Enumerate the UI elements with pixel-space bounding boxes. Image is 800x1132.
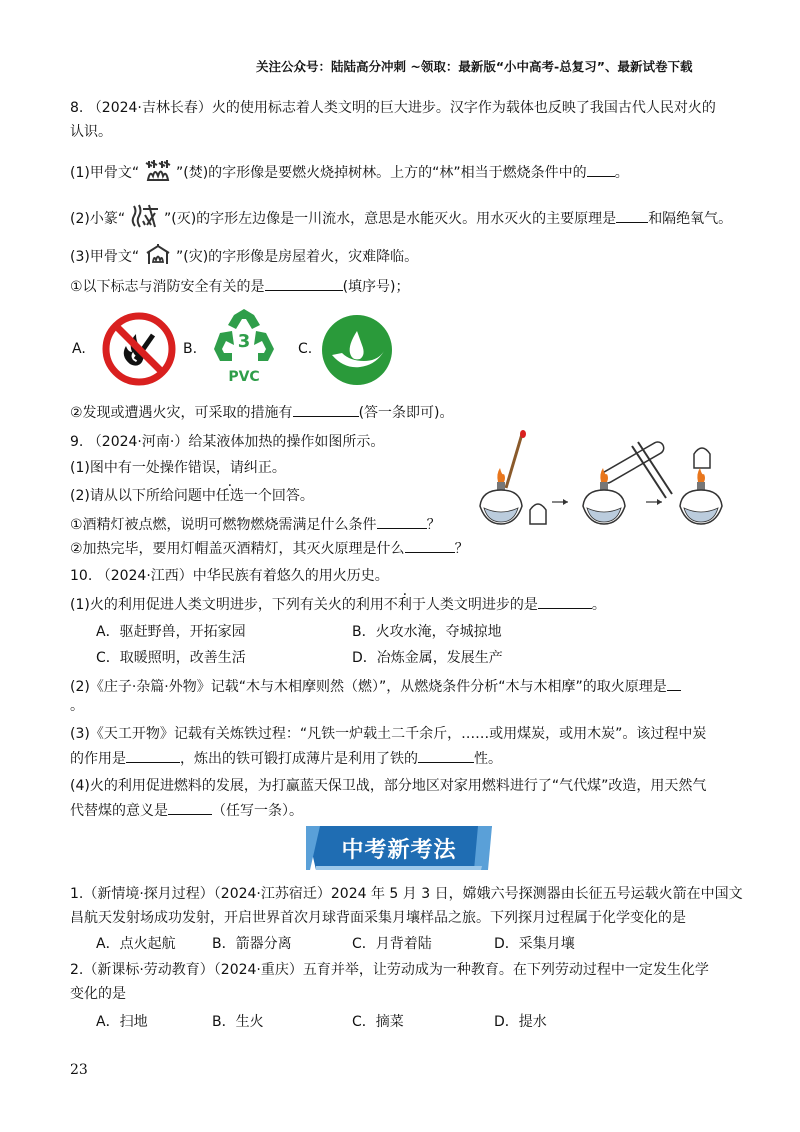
n2-option-b[interactable]: B．生火 [212,1014,264,1030]
q8-sub2-blank[interactable] [293,402,359,417]
q10-part4-blank[interactable] [168,800,212,815]
q8-part1 [70,158,629,188]
q9-sub2-blank[interactable] [405,538,455,553]
n2-option-a[interactable]: A．扫地 [96,1014,148,1030]
n1-stem-line2: 昌航天发射场成功发射，开启世界首次月球背面采集月壤样品之旅。下列探月过程属于化学变化的是 [70,910,686,926]
n2-stem-line2: 变化的是 [70,986,126,1002]
q10-part1-end: 。 [591,597,606,613]
q8-part2-blank[interactable] [616,208,648,223]
n2-option-c[interactable]: C．摘菜 [352,1014,404,1030]
q9-part1: (1)图中有一处操作错误，请纠正。 [70,460,286,476]
q10-option-d[interactable]: D．冶炼金属，发展生产 [352,650,503,666]
q10-part3-text-b: ，炼出的铁可锻打成薄片是利用了铁的 [180,751,418,767]
q9-sub2 [70,538,469,559]
q9-sub1 [70,514,441,535]
q8-sub2-text: ②发现或遭遇火灾，可采取的措施有 [70,405,293,421]
q8-part2-end: 和隔绝氧气。 [648,211,733,227]
q10-part3-blank2[interactable] [418,748,474,763]
q10-part1-prefix: (1)火的利用促进人类文明进步，下列有关火的利用 [70,597,384,613]
oracle-fen-glyph-icon [145,158,171,188]
q8-part2-prefix: (2)小篆“ [70,211,126,227]
q10-part1-emphasis: 不利于 [383,597,426,613]
pvc-recycle-3-sign-icon [204,305,284,391]
seal-mie-glyph-icon [131,203,159,235]
page-header: 关注公众号：陆陆高分冲刺 ~领取：最新版“小中高考-总复习”、最新试卷下载 [256,59,693,74]
n1-option-c[interactable]: C．月背着陆 [352,936,432,952]
q10-part3-text-a: 的作用是 [70,751,126,767]
q10-option-b[interactable]: B．火攻水淹，夺城掠地 [352,624,502,640]
option-b-label: B. [183,341,198,357]
alcohol-lamp-diagram-icon [470,428,740,536]
q8-part1-end: 。 [614,165,629,181]
n2-stem-line1: 2.（新课标·劳动教育）（2024·重庆）五育并举，让劳动成为一种教育。在下列劳动过程中一定发生化学 [70,962,709,978]
q10-part4-text: 代替煤的意义是 [70,803,168,819]
new-exam-method-banner [306,826,492,870]
q10-part3-end: 性。 [474,751,502,767]
q8-sub1 [70,276,410,297]
q10-part3-line1: (3)《天工开物》记载有关炼铁过程：“凡铁一炉载土二千余斤，……或用煤炭，或用木炭”。该过程中炭 [70,726,707,742]
q8-part1-prefix: (1)甲骨文“ [70,165,140,181]
q10-part4-line1: (4)火的利用促进燃料的发展，为打赢蓝天保卫战，部分地区对家用燃料进行了“气代煤”改造，用天然气 [70,778,707,794]
q8-part2-text: ”(灭)的字形左边像是一川流水，意思是水能灭火。用水灭火的主要原理是 [164,211,617,227]
q9-part2-suffix: 一个回答。 [243,488,314,504]
n1-stem-line1: 1.（新情境·探月过程）（2024·江苏宿迁）2024 年 5 月 3 日，嫦娥六号探测器由长征五号运载火箭在中国文 [70,886,743,902]
option-a-label: A. [72,341,86,357]
q9-sub2-end: ？ [454,541,469,557]
n1-option-b[interactable]: B．箭器分离 [212,936,292,952]
q9-part2-emphasis: 任选 [215,488,244,504]
q9-sub2-text: ②加热完毕，要用灯帽盖灭酒精灯，其灭火原理是什么 [70,541,405,557]
q8-sub1-end: (填序号)； [342,279,410,295]
water-drop-emblem-icon [320,313,394,391]
q9-stem: 9. （2024·河南·）给某液体加热的操作如图所示。 [70,434,385,450]
no-open-flame-sign-icon [102,312,176,390]
q8-part2 [70,203,732,235]
option-c-label: C. [298,341,313,357]
q8-sub2 [70,402,454,423]
q8-part3-prefix: (3)甲骨文“ [70,249,140,265]
q10-part1-blank[interactable] [538,594,592,609]
q10-stem: 10. （2024·江西）中华民族有着悠久的用火历史。 [70,568,389,584]
banner-title: 中考新考法 [341,837,457,863]
n1-option-a[interactable]: A．点火起航 [96,936,176,952]
q9-sub1-end: ？ [426,517,441,533]
q10-part3-blank1[interactable] [126,748,180,763]
pvc-label: PVC [228,369,260,385]
q10-option-c[interactable]: C．取暖照明，改善生活 [96,650,246,666]
q10-part1 [70,594,606,615]
q10-part3-line2 [70,748,502,769]
q10-part2-blank[interactable] [667,676,681,691]
q8-sub1-text: ①以下标志与消防安全有关的是 [70,279,265,295]
q8-sub2-end: (答一条即可)。 [358,405,454,421]
q10-option-a[interactable]: A．驱赶野兽，开拓家园 [96,624,246,640]
q9-sub1-blank[interactable] [377,514,427,529]
q8-part1-text: ”(焚)的字形像是要燃火烧掉树林。上方的“林”相当于燃烧条件中的 [176,165,587,181]
q8-part1-blank[interactable] [587,162,615,177]
q9-part2-prefix: (2)请从以下所给问题中 [70,488,216,504]
q8-stem-line2: 认识。 [70,124,112,140]
page-number: 23 [70,1062,88,1078]
n1-option-d[interactable]: D．采集月壤 [494,936,575,952]
q10-part4-line2 [70,800,303,821]
q8-sub1-blank[interactable] [265,276,343,291]
q9-part2 [70,486,314,506]
q10-part2-text: (2)《庄子·杂篇·外物》记载“木与木相摩则然（燃）”，从燃烧条件分析“木与木相摩”的取火原理是 [70,679,667,695]
q8-part3 [70,242,418,272]
oracle-zai-glyph-icon [145,242,171,272]
q10-part1-text: 人类文明进步的是 [425,597,538,613]
q10-part2 [70,676,681,697]
q9-sub1-text: ①酒精灯被点燃，说明可燃物燃烧需满足什么条件 [70,517,377,533]
q10-part2-end: 。 [70,698,84,714]
pvc-number: 3 [237,331,251,352]
q8-part3-text: ”(灾)的字形像是房屋着火，灾难降临。 [176,249,419,265]
q10-part4-end: （任写一条）。 [212,803,303,819]
q8-stem-line1: 8. （2024·吉林长春）火的使用标志着人类文明的巨大进步。汉字作为载体也反映了我国古代人民对火的 [70,100,716,116]
n2-option-d[interactable]: D．提水 [494,1014,547,1030]
